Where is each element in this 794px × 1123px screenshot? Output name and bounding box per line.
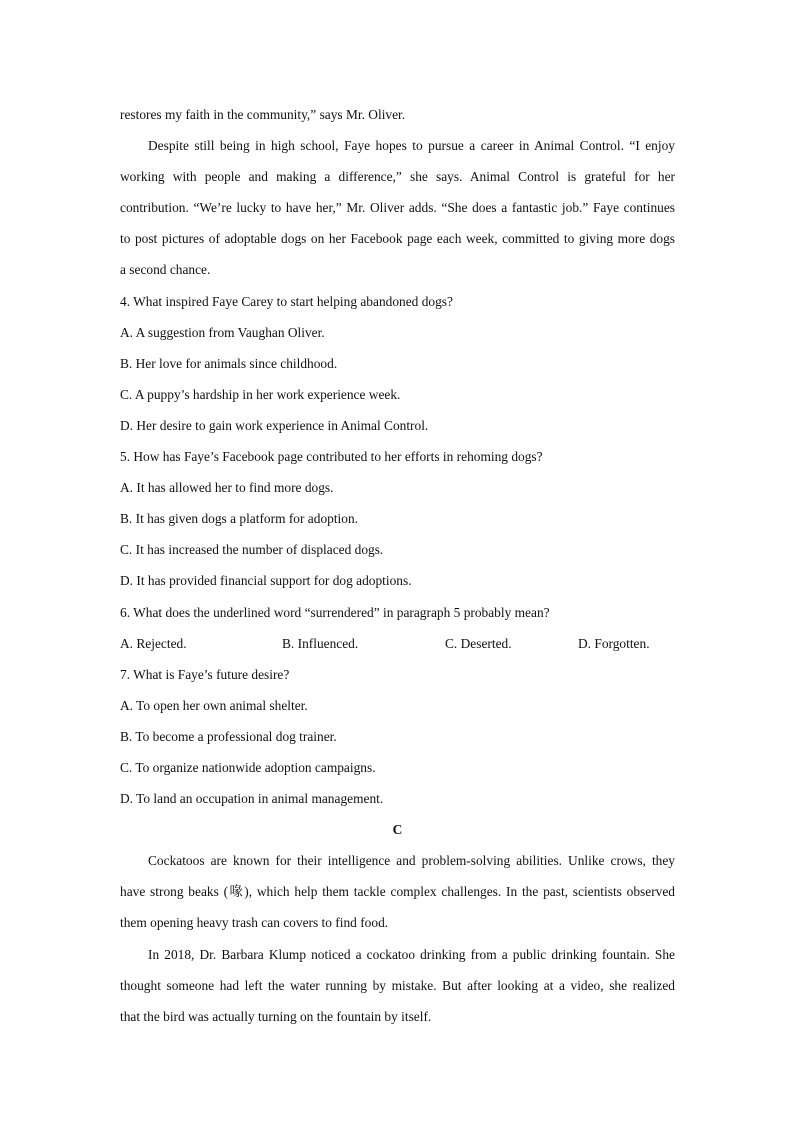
question-6-stem: 6. What does the underlined word “surrendered” in paragraph 5 probably mean? [120,604,550,620]
passage-b-continuation: restores my faith in the community,” says Mr. Oliver. [120,107,406,122]
passage-c-paragraph-1-line: them opening heavy trash can covers to find food. [120,915,389,931]
question-5-option-c: C. It has increased the number of displaced dogs. [120,542,384,558]
question-6-option-d: D. Forgotten. [578,635,650,651]
passage-c-paragraph-1-line: Cockatoos are known for their intelligence and problem-solving abilities. Unlike crows, they [148,853,675,869]
document-page [120,99,675,1032]
question-5-option-b: B. It has given dogs a platform for adoption. [120,511,359,527]
question-5-stem: 5. How has Faye’s Facebook page contributed to her efforts in rehoming dogs? [120,449,543,465]
question-4-stem: 4. What inspired Faye Carey to start helping abandoned dogs? [120,293,453,309]
question-6-option-c: C. Deserted. [445,635,512,651]
passage-b-paragraph-line: to post pictures of adoptable dogs on her Facebook page each week, committed to giving more dogs [120,231,675,247]
question-4-option-d: D. Her desire to gain work experience in Animal Control. [120,417,429,433]
question-4-option-a: A. A suggestion from Vaughan Oliver. [120,324,325,340]
question-7-option-c: C. To organize nationwide adoption campaigns. [120,759,376,775]
question-7-stem: 7. What is Faye’s future desire? [120,666,290,682]
question-6-options [120,628,675,659]
question-6-option-b: B. Influenced. [282,635,359,651]
passage-b-paragraph-line: working with people and making a difference,” she says. Animal Control is grateful for her [120,169,675,185]
passage-c-paragraph-2-line: thought someone had left the water running by mistake. But after looking at a video, she realized [120,977,675,993]
question-6-option-a: A. Rejected. [120,635,187,651]
passage-c-paragraph-1-line: have strong beaks (喙), which help them tackle complex challenges. In the past, scientists observed [120,884,675,900]
passage-b-paragraph-line: contribution. “We’re lucky to have her,” Mr. Oliver adds. “She does a fantastic job.” Faye continues [120,200,675,216]
question-7-option-a: A. To open her own animal shelter. [120,697,308,713]
question-7-option-b: B. To become a professional dog trainer. [120,728,337,744]
passage-b-paragraph-line: a second chance. [120,262,211,278]
passage-b-paragraph-line: Despite still being in high school, Faye hopes to pursue a career in Animal Control. “I enjoy [148,138,675,154]
question-7-option-d: D. To land an occupation in animal management. [120,791,384,807]
question-4-option-c: C. A puppy’s hardship in her work experience week. [120,386,401,402]
question-5-option-d: D. It has provided financial support for dog adoptions. [120,573,412,589]
question-4-option-b: B. Her love for animals since childhood. [120,355,338,371]
passage-c-paragraph-2-line: In 2018, Dr. Barbara Klump noticed a cockatoo drinking from a public drinking fountain. She [148,946,675,962]
passage-c-heading: C [392,822,403,838]
passage-c-paragraph-2-line: that the bird was actually turning on the fountain by itself. [120,1008,432,1024]
question-5-option-a: A. It has allowed her to find more dogs. [120,480,334,496]
